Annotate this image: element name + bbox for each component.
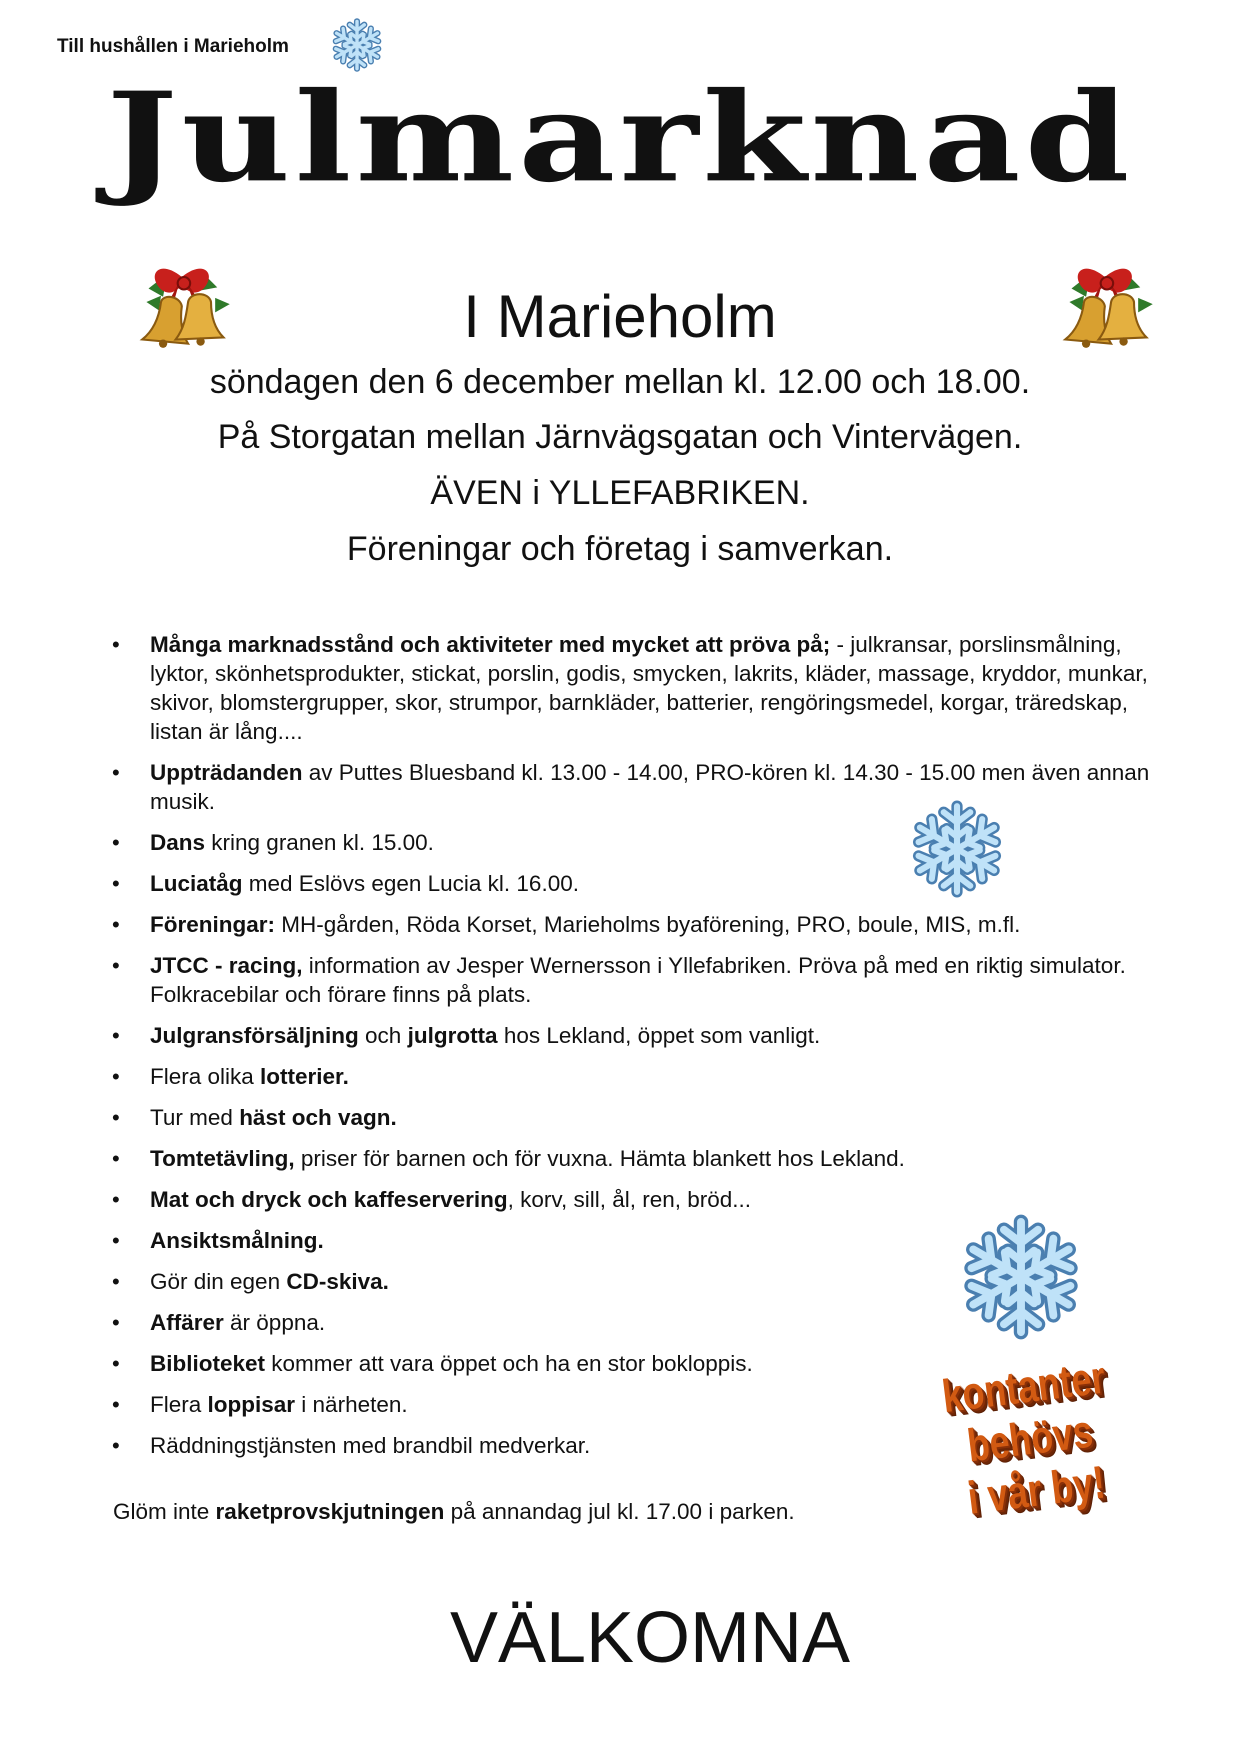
list-item: • JTCC - racing, information av Jesper Wernersson i Yllefabriken. Pröva på med en riktig simulator. Folkracebilar och förare finns på plats. [110,951,1150,1009]
list-item: • Gör din egen CD-skiva. [110,1267,1150,1296]
list-item: • Räddningstjänsten med brandbil medverkar. [110,1431,1150,1460]
activity-list [110,630,1150,1472]
snowflake-icon [908,800,1006,898]
list-item: • Tur med häst och vagn. [110,1103,1150,1132]
list-item: • Många marknadsstånd och aktiviteter med mycket att pröva på; - julkransar, porslinsmålning, lyktor, skönhetsprodukter, stickat, porslin, godis, smycken, lakrits, kläder, massage, kryddor, munkar, skivor, blomstergrupper, skor, strumpor, barnkläder, batterier, rengöringsmedel, korgar, träredskap, listan är lång.... [110,630,1150,746]
info-cooperation: Föreningar och företag i samverkan. [346,530,894,568]
recipient-label: Till hushållen i Marieholm [57,36,289,57]
list-item: • Ansiktsmålning. [110,1226,1150,1255]
page-title: Julmarknad [106,65,1134,210]
list-item: • Biblioteket kommer att vara öppet och ha en stor bokloppis. [110,1349,1150,1378]
list-item: • Mat och dryck och kaffeservering, korv, sill, ål, ren, bröd... [110,1185,1150,1214]
info-yllefabriken: ÄVEN i YLLEFABRIKEN. [430,474,810,512]
list-item: • Luciatåg med Eslövs egen Lucia kl. 16.00. [110,869,1150,898]
cash-needed-wordart [904,1346,1155,1529]
cash-line-2: i vår by! [964,1455,1108,1524]
info-location: På Storgatan mellan Järnvägsgatan och Vintervägen. [217,418,1023,456]
place-subtitle: I Marieholm [463,283,777,350]
list-item: • Dans kring granen kl. 15.00. [110,828,1150,857]
list-item: • Flera loppisar i närheten. [110,1390,1150,1419]
list-item: • Affärer är öppna. [110,1308,1150,1337]
list-item: • Föreningar: MH-gården, Röda Korset, Marieholms byaförening, PRO, boule, MIS, m.fl. [110,910,1150,939]
info-date: söndagen den 6 december mellan kl. 12.00 och 18.00. [209,363,1031,401]
welcome-text: VÄLKOMNA [449,1598,851,1678]
cash-line-1: kontanter behövs [939,1350,1108,1472]
list-item: • Tomtetävling, priser för barnen och för vuxna. Hämta blankett hos Lekland. [110,1144,1150,1173]
list-item: • Julgransförsäljning och julgrotta hos Lekland, öppet som vanligt. [110,1021,1150,1050]
list-item: • Uppträdanden av Puttes Bluesband kl. 13.00 - 14.00, PRO-kören kl. 14.30 - 15.00 men även annan musik. [110,758,1150,816]
snowflake-icon [958,1214,1084,1340]
list-item: • Flera olika lotterier. [110,1062,1150,1091]
rocket-note: Glöm inte raketprovskjutningen på annandag jul kl. 17.00 i parken. [113,1499,795,1524]
